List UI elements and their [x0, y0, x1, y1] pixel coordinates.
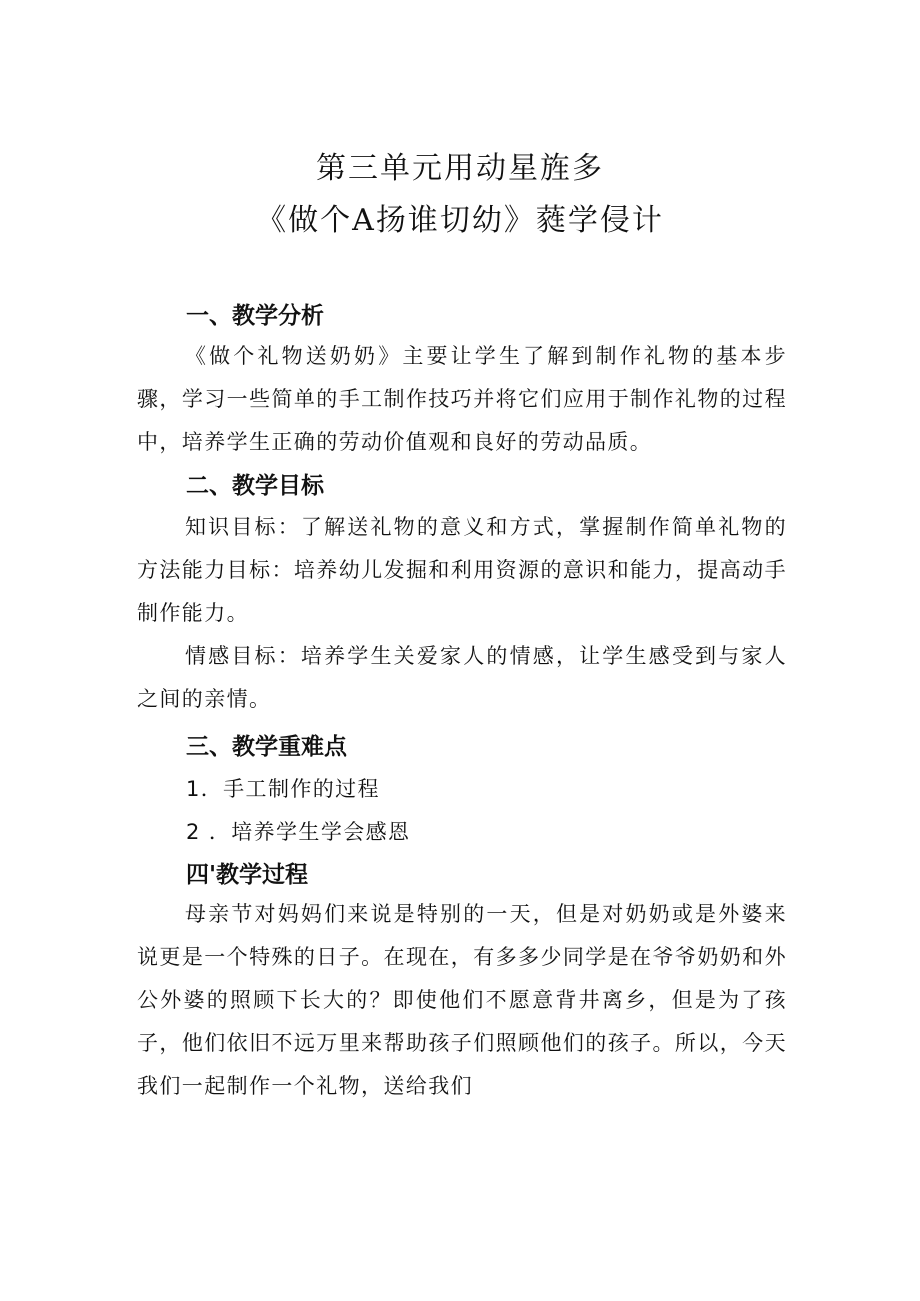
paragraph-analysis: 《做个礼物送奶奶》主要让学生了解到制作礼物的基本步骤，学习一些简单的手工制作技巧并将它们应用于制作礼物的过程中，培养学生正确的劳动价值观和良好的劳动品质。	[137, 344, 787, 454]
list-item: 1．手工制作的过程	[186, 777, 380, 801]
paragraph-process: 母亲节对妈妈们来说是特别的一天，但是对奶奶或是外婆来说更是一个特殊的日子。在现在，有多多少同学是在爷爷奶奶和外公外婆的照顾下长大的？即使他们不愿意背井离乡，但是为了孩子，他们依旧不远万里来帮助孩子们照顾他们的孩子。所以，今天我们一起制作一个礼物，送给我们	[137, 902, 787, 1098]
paragraph-knowledge-objective: 知识目标：了解送礼物的意义和方式，掌握制作简单礼物的方法能力目标：培养幼儿发掘和利用资源的意识和能力，提高动手制作能力。	[137, 515, 787, 625]
section-heading-analysis: 一、教学分析	[186, 303, 324, 329]
list-item: 2 ．培养学生学会感恩	[186, 820, 411, 844]
section-heading-objectives: 二、教学目标	[186, 473, 324, 499]
document-title-line1: 第三单元用动星旌多	[316, 151, 604, 186]
section-heading-process: 四'教学过程	[186, 862, 309, 888]
section-heading-key-points: 三、教学重难点	[186, 734, 347, 760]
document-title-line2: 《做个A扬谁切幼》蕤学侵计	[256, 203, 664, 238]
paragraph-emotion-objective: 情感目标：培养学生关爱家人的情感，让学生感受到与家人之间的亲情。	[137, 644, 787, 711]
